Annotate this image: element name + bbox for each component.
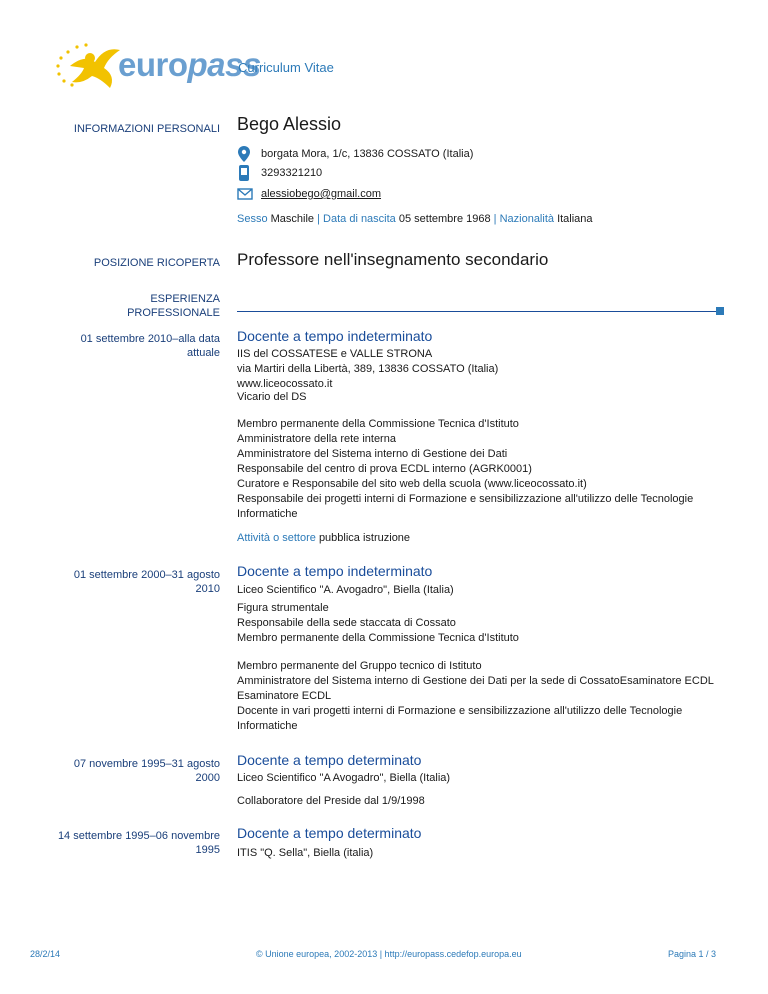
email-link[interactable]: alessiobego@gmail.com — [261, 188, 382, 200]
job-role: Collaboratore del Preside dal 1/9/1998 — [237, 795, 425, 807]
duty-item: Responsabile dei progetti interni di Formazione e sensibilizzazione all'utilizzo delle Tecnologie — [237, 493, 694, 505]
section-rule-marker — [716, 307, 724, 315]
job-dates — [30, 568, 220, 596]
job-title: Docente a tempo determinato — [237, 825, 422, 841]
sector-label: Attività o settore — [237, 532, 316, 544]
job-dates-line: attuale — [186, 347, 220, 359]
job-dates-line: 2010 — [195, 583, 220, 595]
job-dates-line: 01 settembre 2010–alla data — [80, 333, 220, 345]
position-value: Professore nell'insegnamento secondario — [237, 250, 549, 269]
job-title: Docente a tempo indeterminato — [237, 563, 433, 579]
section-label-position: POSIZIONE RICOPERTA — [93, 257, 220, 269]
job-sector — [237, 531, 727, 546]
phone-icon — [237, 165, 253, 181]
footer-page-number: Pagina 1 / 3 — [668, 949, 717, 959]
email-row[interactable] — [237, 186, 381, 202]
duty-item: Amministratore del Sistema interno di Gestione dei Dati per la sede di CossatoEsaminatore ECDL — [237, 675, 714, 687]
document-title: Curriculum Vitae — [238, 60, 334, 75]
job-title: Docente a tempo indeterminato — [237, 328, 433, 344]
duty-item: Membro permanente della Commissione Tecnica d'Istituto — [237, 418, 519, 430]
duty-item: Informatiche — [237, 508, 298, 520]
job-role: Vicario del DS — [237, 391, 307, 403]
section-label-experience — [30, 292, 220, 320]
job-dates-line: 07 novembre 1995–31 agosto — [73, 758, 220, 770]
job-employer: Liceo Scientifico "A. Avogadro", Biella (Italia) — [237, 584, 454, 596]
employer-line: www.liceocossato.it — [237, 378, 333, 390]
personal-details-line — [237, 212, 727, 227]
duty-item: Amministratore del Sistema interno di Gestione dei Dati — [237, 448, 508, 460]
sector-value: pubblica istruzione — [318, 532, 411, 544]
address-row — [237, 146, 473, 162]
job-dates — [30, 332, 220, 360]
dob-value: 05 settembre 1968 — [398, 213, 491, 225]
footer-date: 28/2/14 — [30, 949, 61, 959]
sex-label: Sesso — [237, 213, 268, 225]
job-dates-line: 14 settembre 1995–06 novembre — [57, 830, 220, 842]
job-duties — [237, 417, 727, 522]
location-icon — [237, 146, 253, 162]
job-dates — [30, 829, 220, 857]
job-duties — [237, 659, 727, 734]
job-dates-line: 01 settembre 2000–31 agosto — [73, 569, 220, 581]
person-name: Bego Alessio — [237, 114, 342, 134]
employer-line: IIS del COSSATESE e VALLE STRONA — [237, 348, 433, 360]
duty-item: Membro permanente della Commissione Tecnica d'Istituto — [237, 632, 519, 644]
job-dates-line: 1995 — [195, 844, 220, 856]
job-employer — [237, 347, 727, 392]
email-icon — [237, 186, 253, 202]
job-dates-line: 2000 — [195, 772, 220, 784]
nationality-value: Italiana — [557, 213, 593, 225]
separator: | — [317, 213, 320, 225]
duty-item: Responsabile del centro di prova ECDL interno (AGRK0001) — [237, 463, 532, 475]
job-employer: Liceo Scientifico "A Avogadro", Biella (Italia) — [237, 772, 451, 784]
section-label-personal: INFORMAZIONI PERSONALI — [73, 123, 220, 135]
duty-item: Responsabile della sede staccata di Cossato — [237, 617, 456, 629]
job-employer: ITIS "Q. Sella", Biella (italia) — [237, 847, 374, 859]
duty-item: Curatore e Responsabile del sito web della scuola (www.liceocossato.it) — [237, 478, 587, 490]
sex-value: Maschile — [270, 213, 315, 225]
job-title: Docente a tempo determinato — [237, 752, 422, 768]
dob-label: Data di nascita — [323, 213, 396, 225]
duty-item: Amministratore della rete interna — [237, 433, 396, 445]
address-text: borgata Mora, 1/c, 13836 COSSATO (Italia) — [261, 148, 474, 160]
duty-item: Informatiche — [237, 720, 298, 732]
section-label-line: ESPERIENZA — [150, 293, 220, 305]
section-label-line: PROFESSIONALE — [127, 307, 220, 319]
employer-line: via Martiri della Libertà, 389, 13836 COSSATO (Italia) — [237, 363, 499, 375]
duty-item: Figura strumentale — [237, 602, 329, 614]
duty-item: Docente in vari progetti interni di Formazione e sensibilizzazione all'utilizzo delle Tecnologie — [237, 705, 683, 717]
duty-item: Membro permanente del Gruppo tecnico di Istituto — [237, 660, 482, 672]
job-dates — [30, 757, 220, 785]
europass-wordmark: europass — [118, 46, 261, 83]
separator: | — [493, 213, 497, 225]
duty-item: Esaminatore ECDL — [237, 690, 332, 702]
job-duties — [237, 601, 727, 646]
section-rule — [237, 311, 719, 312]
footer-copyright[interactable]: © Unione europea, 2002-2013 | http://europass.cedefop.europa.eu — [256, 949, 522, 959]
phone-row — [237, 165, 322, 181]
nationality-label: Nazionalità — [499, 213, 554, 225]
phone-text: 3293321210 — [261, 167, 323, 179]
